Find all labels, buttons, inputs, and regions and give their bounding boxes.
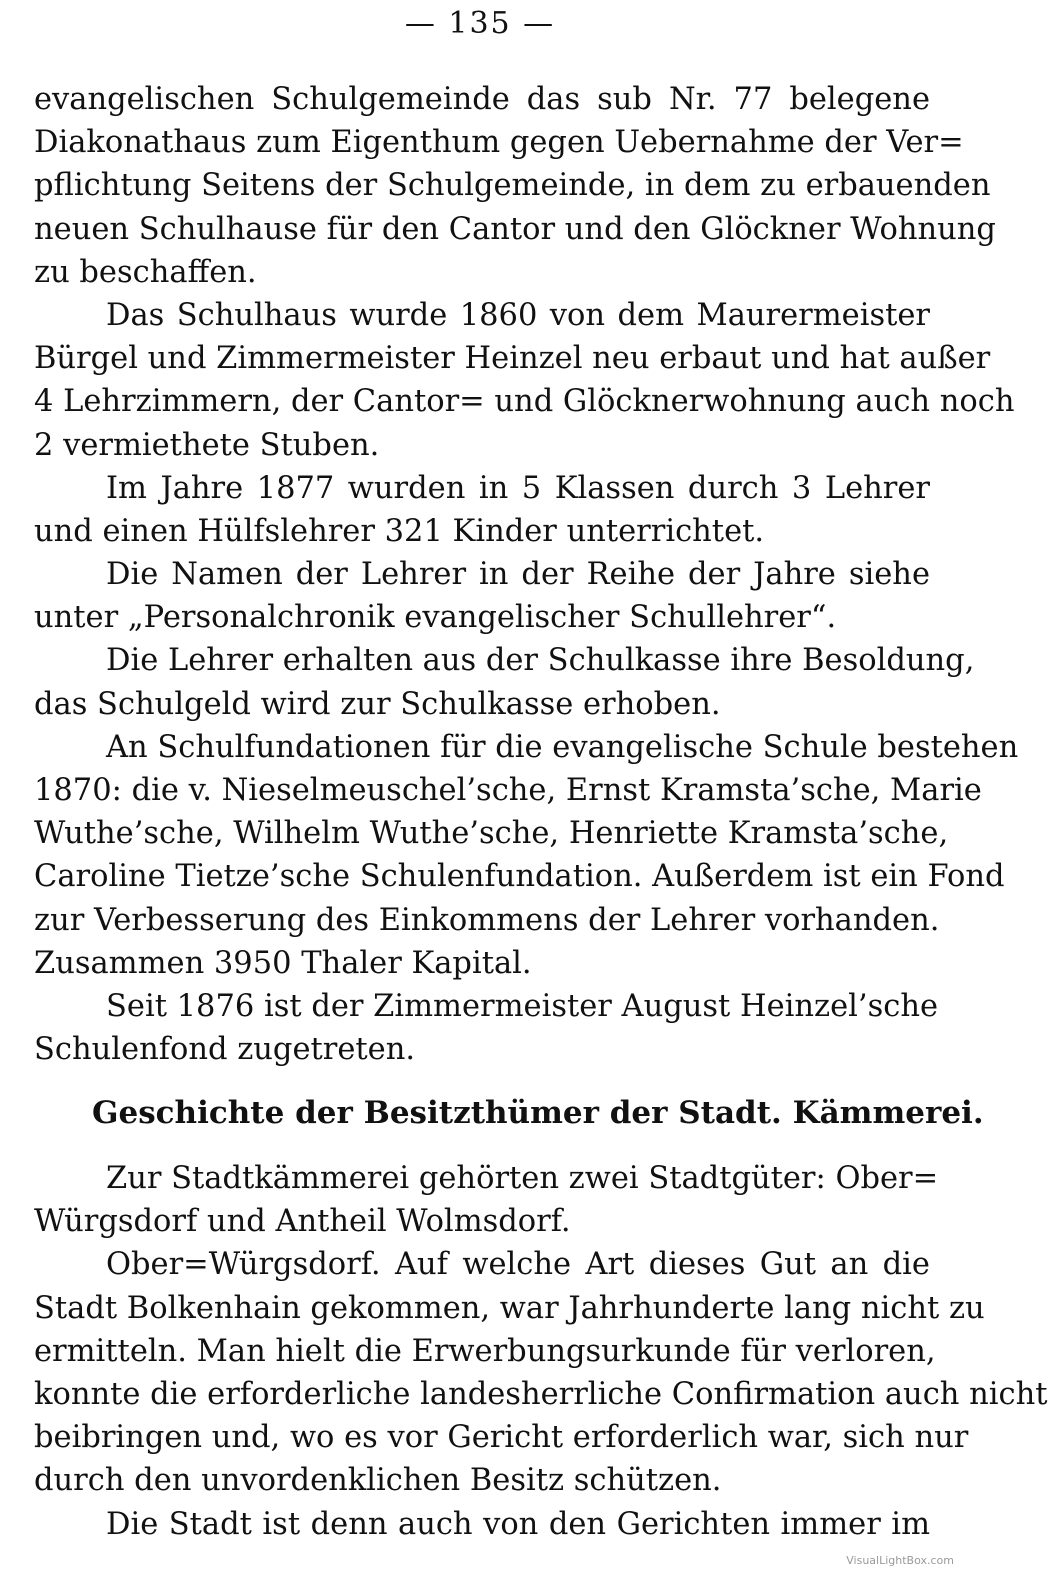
text-line: Caroline Tietze’sche Schulenfundation. Außerdem ist ein Fond [34,859,1005,895]
text-line: pflichtung Seitens der Schulgemeinde, in dem zu erbauenden [34,168,991,204]
text-line: Stadt Bolkenhain gekommen, war Jahrhunderte lang nicht zu [34,1290,985,1326]
text-line: neuen Schulhause für den Cantor und den Glöckner Wohnung [34,211,996,247]
text-line: Würgsdorf und Antheil Wolmsdorf. [34,1204,571,1240]
text-line: Die Namen der Lehrer in der Reihe der Jahre siehe [106,557,930,593]
text-line: Wuthe’sche, Wilhelm Wuthe’sche, Henriette Kramsta’sche, [34,816,949,852]
text-line: Diakonathaus zum Eigenthum gegen Uebernahme der Ver= [34,125,964,161]
text-line: Das Schulhaus wurde 1860 von dem Maurermeister [106,297,930,333]
text-line: Zur Stadtkämmerei gehörten zwei Stadtgüter: Ober= [106,1161,939,1196]
text-line: Seit 1876 ist der Zimmermeister August Heinzel’sche [106,988,939,1024]
text-line: konnte die erforderliche landesherrliche Confirmation auch nicht [34,1376,1048,1412]
text-line: Im Jahre 1877 wurden in 5 Klassen durch 3 Lehrer [106,470,930,506]
text-line: zur Verbesserung des Einkommens der Lehrer vorhanden. [34,902,940,938]
text-line: ermitteln. Man hielt die Erwerbungsurkunde für verloren, [34,1333,936,1369]
text-line: An Schulfundationen für die evangelische Schule bestehen [106,729,1019,765]
watermark: VisualLightBox.com [846,1554,954,1567]
section-heading: Geschichte der Besitzthümer der Stadt. Kämmerei. [92,1095,984,1131]
text-line: Zusammen 3950 Thaler Kapital. [34,945,532,981]
body-text-section-2 [34,1157,1048,1546]
text-line: evangelischen Schulgemeinde das sub Nr. 77 belegene [34,82,930,117]
text-line: beibringen und, wo es vor Gericht erforderlich war, sich nur [34,1420,969,1456]
text-line: unter „Personalchronik evangelischer Schullehrer“. [34,600,837,636]
text-line: Die Stadt ist denn auch von den Gerichten immer im [106,1506,930,1542]
body-text-section-1 [34,78,1019,1071]
text-line: Ober=Würgsdorf. Auf welche Art dieses Gut an die [106,1247,930,1283]
page-number: — 135 — [404,6,556,41]
text-line: Die Lehrer erhalten aus der Schulkasse ihre Besoldung, [106,643,975,679]
text-line: durch den unvordenklichen Besitz schützen. [34,1463,722,1499]
text-line: 4 Lehrzimmern, der Cantor= und Glöcknerwohnung auch noch [34,384,1015,420]
text-line: und einen Hülfslehrer 321 Kinder unterrichtet. [34,513,765,549]
text-line: zu beschaffen. [34,254,257,290]
text-line: 2 vermiethete Stuben. [34,427,380,463]
text-line: Bürgel und Zimmermeister Heinzel neu erbaut und hat außer [34,341,991,377]
text-line: Schulenfond zugetreten. [34,1032,416,1068]
text-line: das Schulgeld wird zur Schulkasse erhoben. [34,686,721,722]
text-line: 1870: die v. Nieselmeuschel’sche, Ernst Kramsta’sche, Marie [34,773,982,808]
